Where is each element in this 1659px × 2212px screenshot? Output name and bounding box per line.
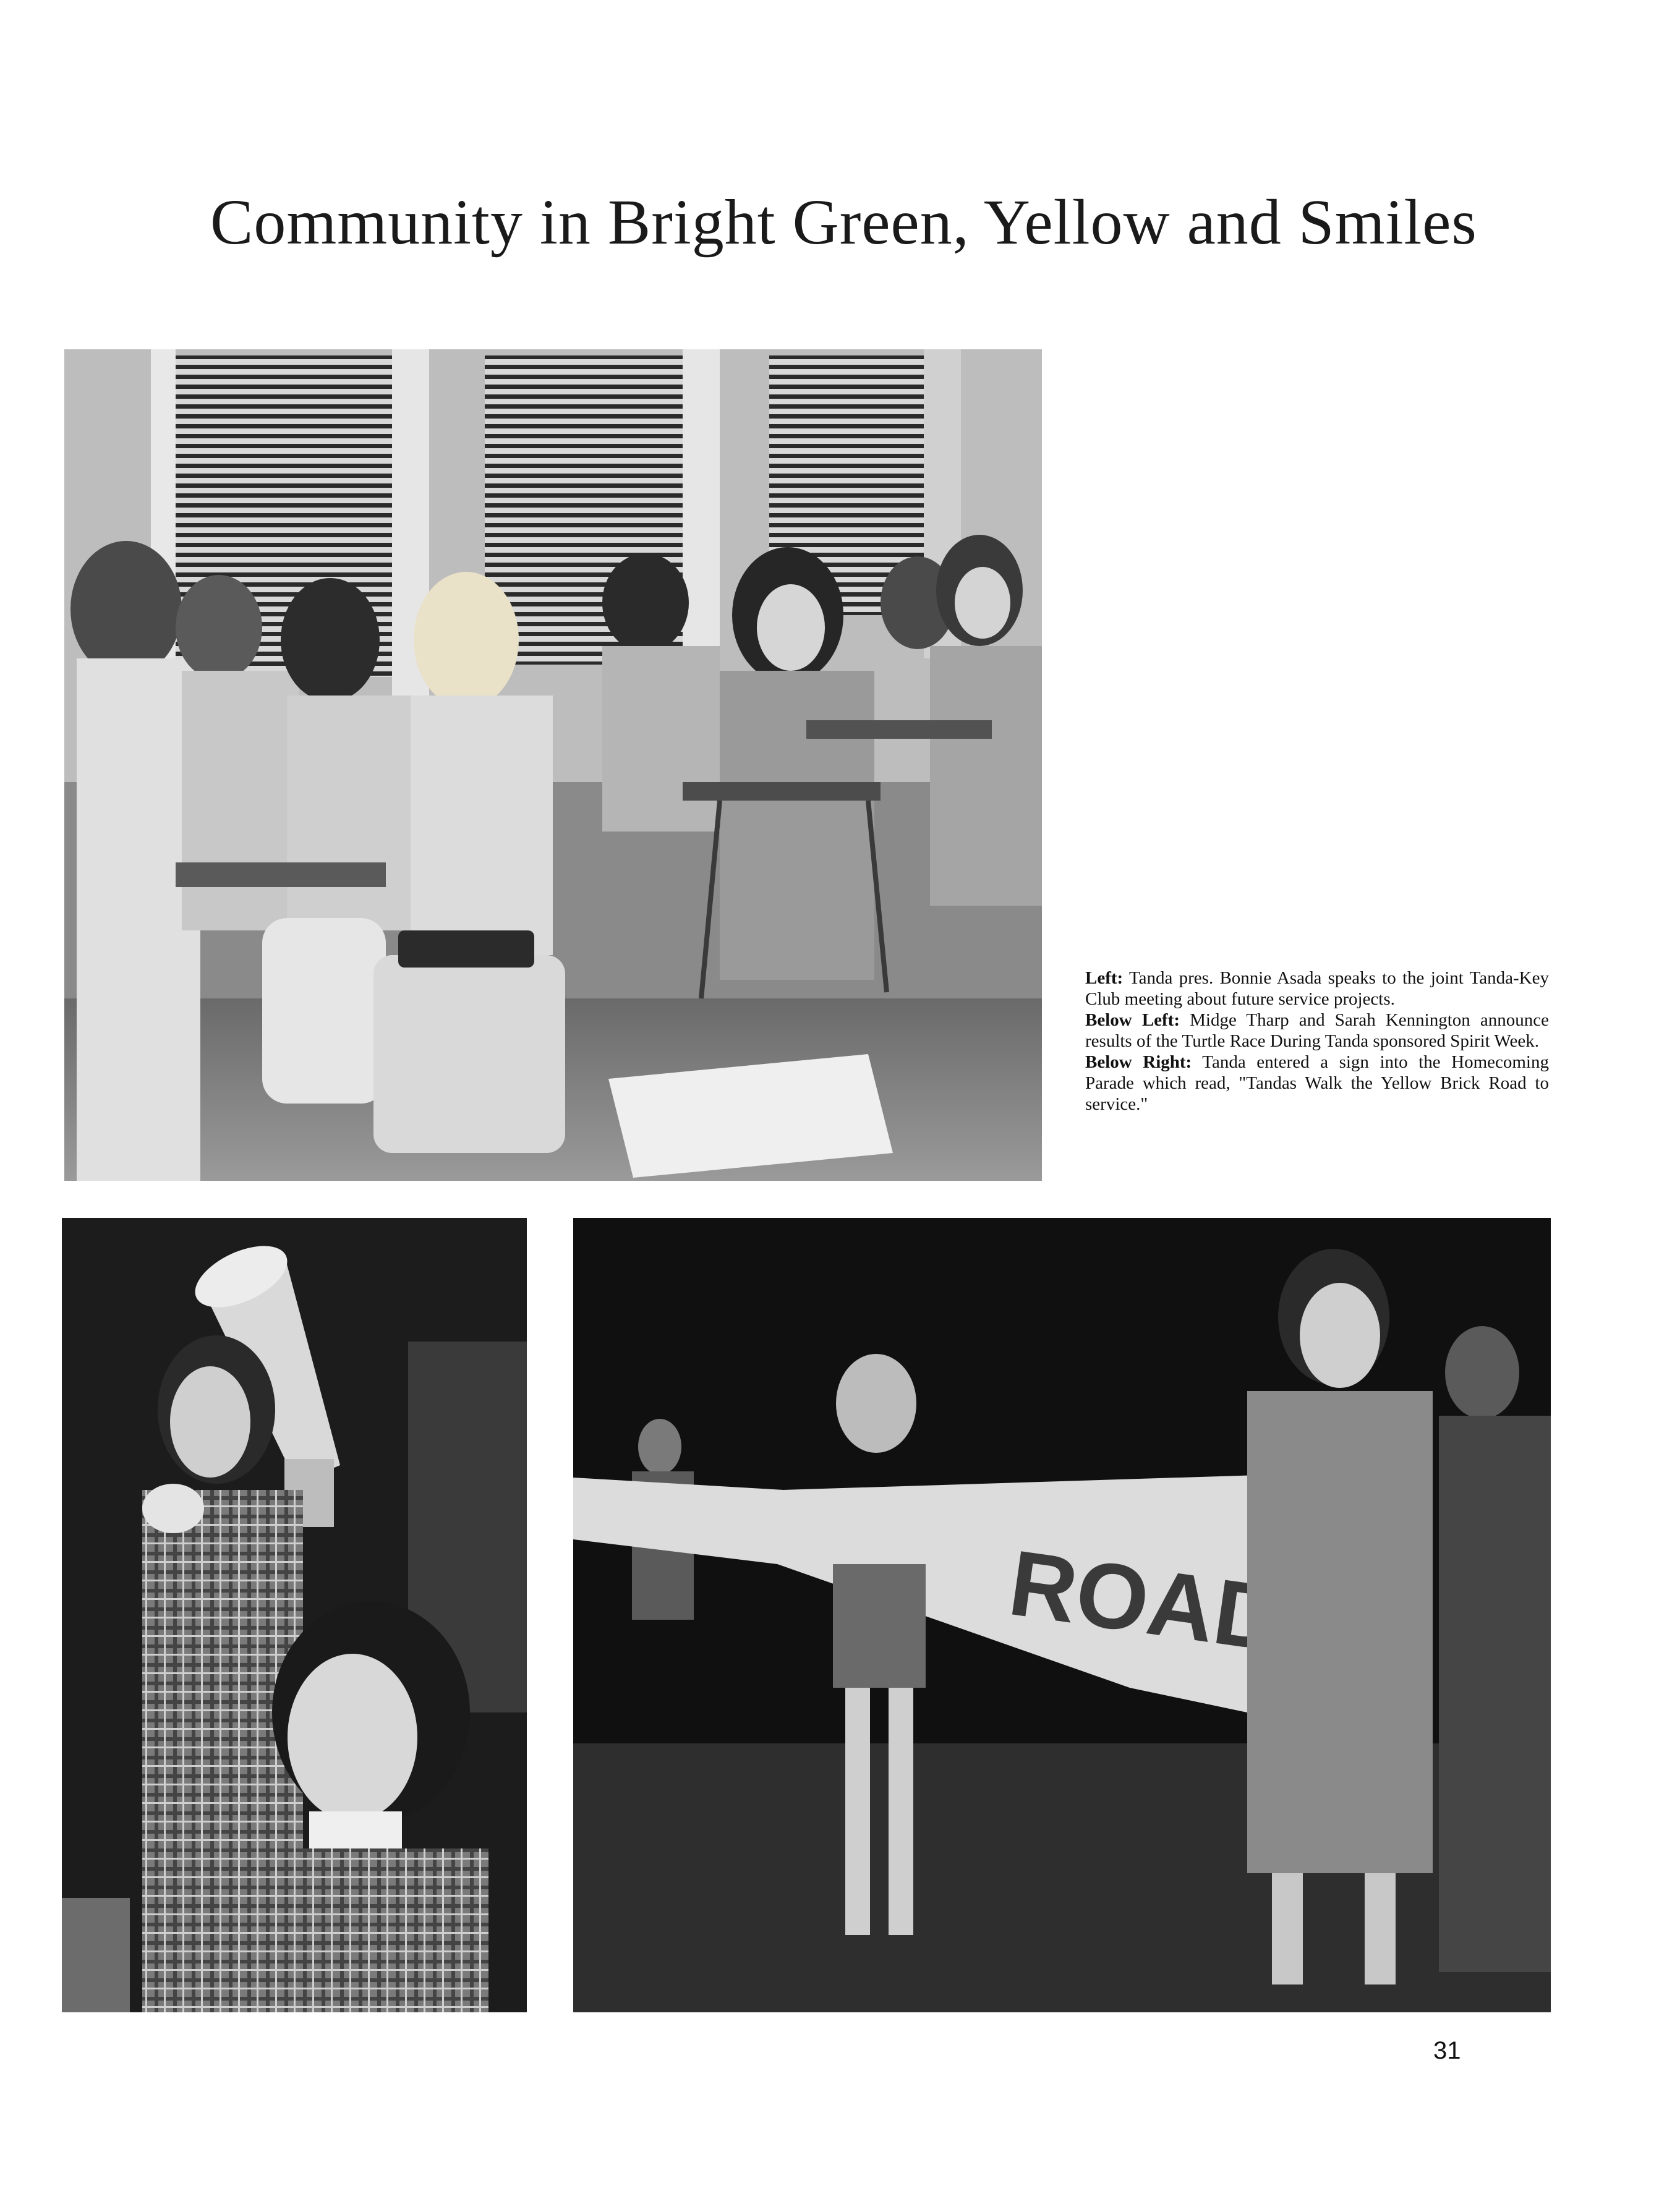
caption-below-right: Below Right: Tanda entered a sign into the Homecoming Parade which read, "Tandas Walk the Yellow Brick Road to service." [1085,1052,1549,1114]
caption-below-left: Below Left: Midge Tharp and Sarah Kennington announce results of the Turtle Race During Tanda sponsored Spirit Week. [1085,1010,1550,1051]
page-number: 31 [1433,2037,1461,2064]
banner-lettering: ROAD [1003,1530,1289,1672]
page-title: Community in Bright Green, Yellow and Smiles [210,187,1477,258]
photo-captions [1085,968,1549,1115]
megaphone-photo [62,1218,527,2012]
club-meeting-photo [64,349,1042,1181]
parade-banner-photo [573,1218,1551,2012]
caption-left: Left: Tanda pres. Bonnie Asada speaks to the joint Tanda-Key Club meeting about future service projects. [1085,968,1549,1009]
